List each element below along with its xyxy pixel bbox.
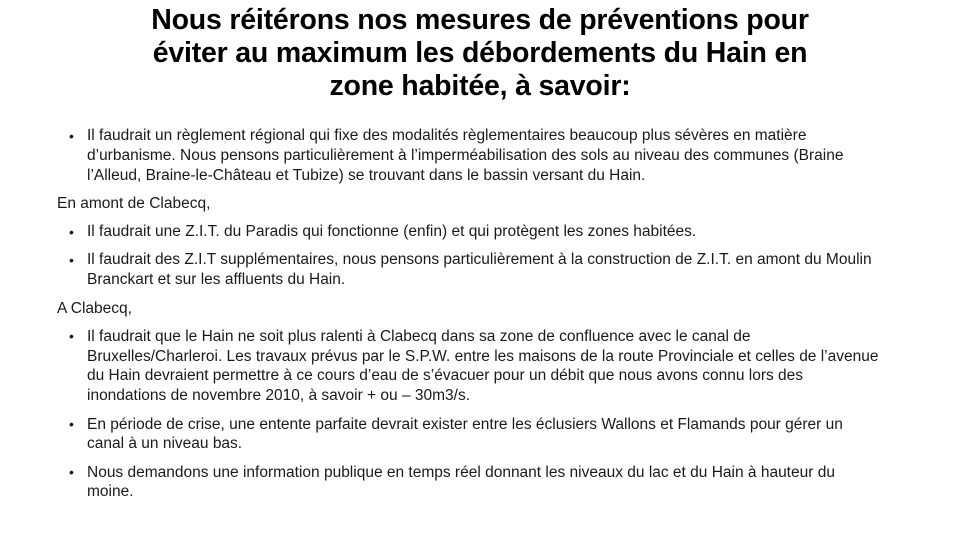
slide-title: [42, 4, 918, 103]
bullet-icon: •: [69, 416, 74, 433]
slide-title-line: zone habitée, à savoir:: [329, 70, 631, 102]
slide-body: [57, 126, 880, 502]
bullet-item: [57, 327, 880, 406]
section-label: A Clabecq,: [57, 299, 132, 317]
bullet-item: [57, 126, 880, 185]
bullet-icon: •: [69, 223, 74, 240]
bullet-icon: •: [69, 127, 74, 144]
bullet-item: [57, 415, 880, 455]
slide-title-line: Nous réitérons nos mesures de préventions pour: [151, 4, 809, 36]
bullet-item-text: En période de crise, une entente parfaite devrait exister entre les éclusiers Wallons et Flamands pour gérer un canal à un niveau bas.: [87, 415, 843, 453]
bullet-item: [57, 222, 880, 242]
bullet-item-text: Il faudrait une Z.I.T. du Paradis qui fonctionne (enfin) et qui protègent les zones habitées.: [87, 223, 697, 241]
bullet-icon: •: [69, 328, 74, 345]
bullet-item: [57, 250, 880, 290]
bullet-item-text: Il faudrait des Z.I.T supplémentaires, nous pensons particulièrement à la construction de Z.I.T. en amont du Moulin Branckart et sur les affluents du Hain.: [87, 251, 872, 289]
bullet-icon: •: [69, 251, 74, 268]
bullet-icon: •: [69, 464, 74, 481]
section-label: En amont de Clabecq,: [57, 194, 211, 212]
slide-title-line: éviter au maximum les débordements du Hain en: [152, 37, 808, 69]
bullet-item-text: Nous demandons une information publique en temps réel donnant les niveaux du lac et du Hain à hauteur du moine.: [87, 463, 835, 501]
bullet-item: [57, 463, 880, 503]
bullet-item-text: Il faudrait que le Hain ne soit plus ralenti à Clabecq dans sa zone de confluence avec le canal de Bruxelles/Charleroi. Les travaux prévus par le S.P.W. entre les maisons de la route Provinciale et celles de l’avenue du Hain devraient permettre à ce cours d’eau de s’évacuer pour un débit que nous avons connu lors des inondations de novembre 2010, à savoir + ou – 30m3/s.: [87, 327, 879, 405]
bullet-item-text: Il faudrait un règlement régional qui fixe des modalités règlementaires beaucoup plus sévères en matière d’urbanisme. Nous pensons particulièrement à l’imperméabilisation des sols au niveau des communes (Braine l’Alleud, Braine-le-Château et Tubize) se trouvant dans le bassin versant du Hain.: [87, 127, 844, 184]
